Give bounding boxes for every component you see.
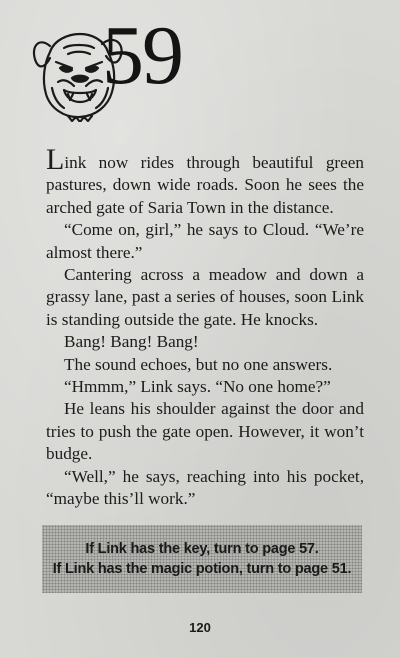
- story-paragraph: “Come on, girl,” he says to Cloud. “We’re almost there.”: [46, 220, 364, 262]
- story-paragraph: “Well,” he says, reaching into his pocket, “maybe this’ll work.”: [46, 466, 364, 509]
- choice-magic-potion: If Link has the magic potion, turn to page 51.: [52, 561, 352, 577]
- story-paragraph: Cantering across a meadow and down a grassy lane, past a series of houses, soon Link is standing outside the gate. He knocks.: [46, 265, 364, 329]
- story-paragraph-text: ink now rides through beautiful green pastures, down wide roads. Soon he sees the arched gate of Saria Town in the distance.: [46, 153, 364, 217]
- story-paragraph: “Hmmm,” Link says. “No one home?”: [64, 377, 331, 397]
- story-text: [46, 143, 364, 511]
- choice-box: [42, 525, 362, 593]
- story-paragraph: Bang! Bang! Bang!: [64, 332, 199, 352]
- choice-key: If Link has the key, turn to page 57.: [85, 541, 319, 557]
- story-paragraph: The sound echoes, but no one answers.: [64, 354, 333, 374]
- chapter-number: 59: [102, 9, 182, 102]
- page-number: 120: [189, 620, 211, 635]
- story-paragraph: He leans his shoulder against the door and tries to push the gate open. However, it won’t budge.: [46, 399, 364, 464]
- drop-cap: L: [46, 143, 65, 176]
- story-paragraph: [46, 143, 364, 219]
